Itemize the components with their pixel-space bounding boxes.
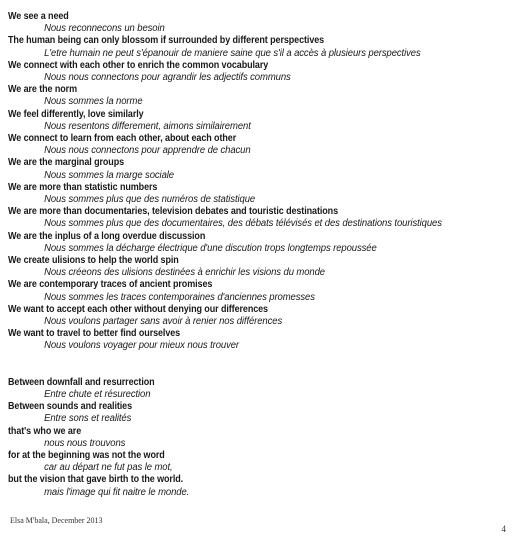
french-line: Nous reconnecons un besoin [44, 23, 165, 35]
french-line: Nous sommes la norme [44, 96, 143, 108]
french-line: Entre chute et résurection [44, 388, 151, 400]
english-line: but the vision that gave birth to the world. [8, 474, 184, 486]
english-line: We connect with each other to enrich the common vocabulary [8, 59, 269, 71]
french-line: Nous sommes la marge sociale [44, 169, 174, 181]
french-line: Nous sommes plus que des documentaires, des débats télévisés et des destinations touristiques [44, 218, 442, 230]
french-line: Nous créeons des ulisions destinées à enrichir les visions du monde [44, 267, 326, 279]
english-line: We are more than statistic numbers [8, 181, 158, 193]
french-line: car au départ ne fut pas le mot, [44, 462, 173, 474]
english-line: The human being can only blossom if surrounded by different perspectives [8, 35, 325, 47]
english-line: We are contemporary traces of ancient promises [8, 279, 213, 291]
french-line: Nous voulons partager sans avoir à renier nos différences [44, 316, 283, 328]
english-line: We want to travel to better find ourselves [8, 328, 181, 340]
english-line: Between downfall and resurrection [8, 376, 155, 388]
french-line: nous nous trouvons [44, 437, 126, 449]
french-line: mais l'image qui fit naitre le monde. [44, 486, 190, 498]
english-line: We see a need [8, 11, 69, 22]
english-line: We are the norm [8, 84, 78, 96]
french-line: Nous sommes plus que des numéros de statistique [44, 194, 256, 206]
stanza-spacer [8, 353, 518, 377]
english-line: We are the inplus of a long overdue discussion [8, 230, 206, 242]
english-line: We create ulisions to help the world spin [8, 255, 179, 267]
english-line: We are the marginal groups [8, 157, 125, 169]
stanza-2 [8, 377, 518, 499]
french-line: L'etre humain ne peut s'épanouir de maniere saine que s'il a accès à plusieurs perspectives [44, 47, 421, 59]
french-line: Entre sons et realités [44, 413, 132, 425]
english-line: We connect to learn from each other, about each other [8, 133, 237, 145]
english-line: We are more than documentaries, television debates and touristic destinations [8, 206, 338, 218]
page-number: 4 [501, 524, 506, 534]
english-line: We feel differently, love similarly [8, 108, 144, 120]
french-line: Nous sommes les traces contemporaines d'anciennes promesses [44, 291, 315, 303]
stanza-1 [8, 11, 518, 353]
poem [8, 11, 518, 499]
author-credit: Elsa M'bala, December 2013 [10, 516, 103, 525]
french-line: Nous nous connectons pour agrandir les adjectifs communs [44, 72, 291, 84]
english-line: that's who we are [8, 425, 82, 437]
french-line: Nous voulons voyager pour mieux nous trouver [44, 340, 239, 352]
french-line: Nous resentons differement, aimons similairement [44, 120, 251, 132]
english-line: for at the beginning was not the word [8, 449, 165, 461]
french-line: Nous sommes la décharge électrique d'une discution trops longtemps repoussée [44, 242, 377, 254]
french-line: Nous nous connectons pour apprendre de chacun [44, 145, 251, 157]
english-line: We want to accept each other without denying our differences [8, 303, 268, 315]
english-line: Between sounds and realities [8, 401, 133, 413]
